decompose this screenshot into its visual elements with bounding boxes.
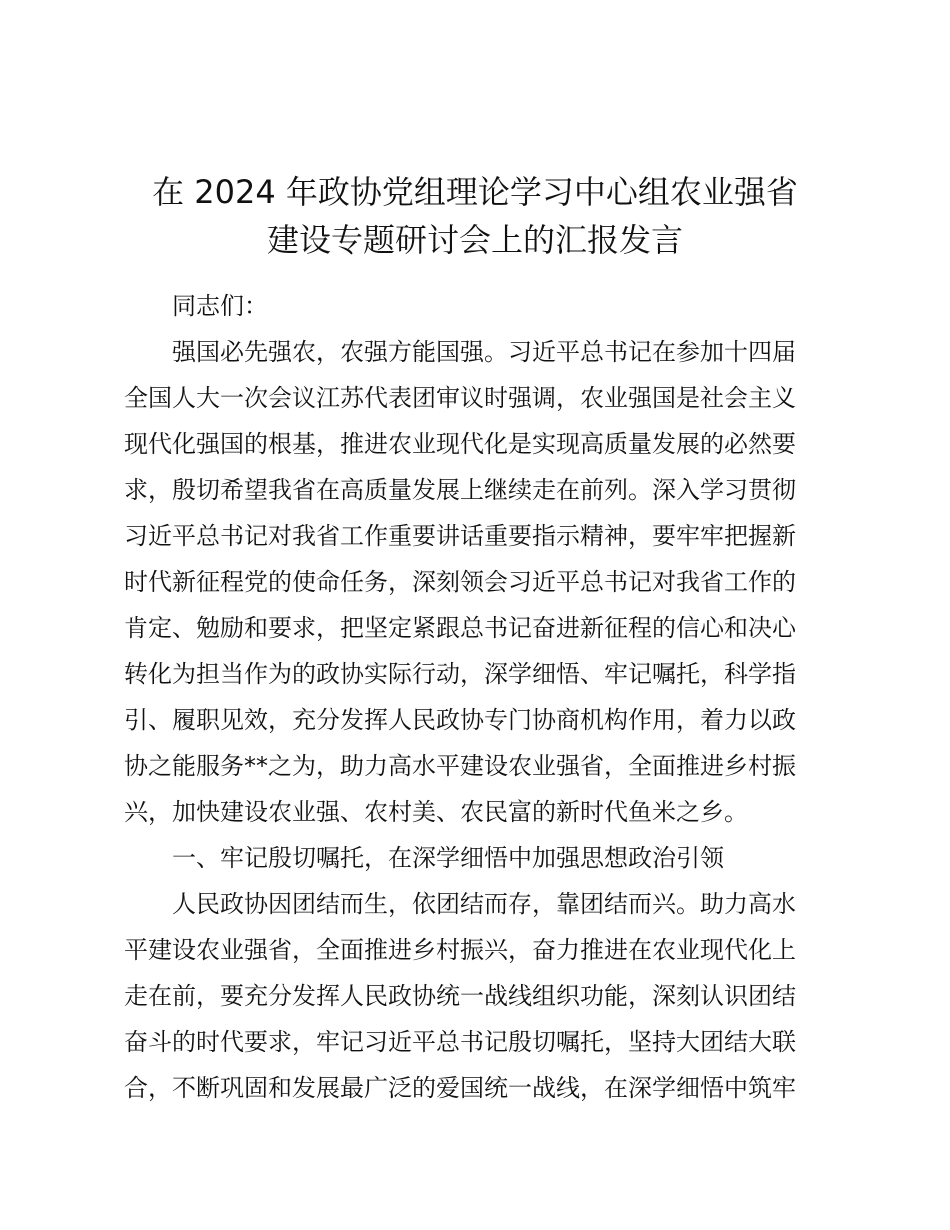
paragraph-line: 肯定、勉励和要求，把坚定紧跟总书记奋进新征程的信心和决心 xyxy=(124,614,796,642)
paragraph-line: 时代新征程党的使命任务，深刻领会习近平总书记对我省工作的 xyxy=(124,568,796,596)
paragraph-line: 引、履职见效，充分发挥人民政协专门协商机构作用，着力以政 xyxy=(124,706,796,734)
document-title xyxy=(120,168,830,264)
paragraph-line: 强国必先强农，农强方能国强。习近平总书记在参加十四届 xyxy=(172,338,796,366)
paragraph-line: 协之能服务**之为，助力高水平建设农业强省，全面推进乡村振 xyxy=(124,752,796,780)
title-line-1: 在 2024 年政协党组理论学习中心组农业强省 xyxy=(152,173,798,211)
salutation: 同志们： xyxy=(172,292,268,320)
paragraph-line: 求，殷切希望我省在高质量发展上继续走在前列。深入学习贯彻 xyxy=(124,476,796,504)
paragraph-line: 习近平总书记对我省工作重要讲话重要指示精神，要牢牢把握新 xyxy=(124,522,796,550)
paragraph-line: 走在前，要充分发挥人民政协统一战线组织功能，深刻认识团结 xyxy=(124,982,796,1010)
document-body xyxy=(124,283,828,1111)
paragraph-line: 人民政协因团结而生，依团结而存，靠团结而兴。助力高水 xyxy=(172,890,796,918)
paragraph-line: 现代化强国的根基，推进农业现代化是实现高质量发展的必然要 xyxy=(124,430,796,458)
section-heading: 一、牢记殷切嘱托，在深学细悟中加强思想政治引领 xyxy=(172,844,724,872)
paragraph-line: 合，不断巩固和发展最广泛的爱国统一战线，在深学细悟中筑牢 xyxy=(124,1074,796,1102)
paragraph-section-1 xyxy=(124,881,828,1111)
title-line-2: 建设专题研讨会上的汇报发言 xyxy=(266,221,683,259)
paragraph-line: 兴，加快建设农业强、农村美、农民富的新时代鱼米之乡。 xyxy=(124,798,748,826)
paragraph-line: 全国人大一次会议江苏代表团审议时强调，农业强国是社会主义 xyxy=(124,384,796,412)
paragraph-intro xyxy=(124,329,828,835)
paragraph-line: 转化为担当作为的政协实际行动，深学细悟、牢记嘱托，科学指 xyxy=(124,660,796,688)
paragraph-line: 平建设农业强省，全面推进乡村振兴，奋力推进在农业现代化上 xyxy=(124,936,796,964)
paragraph-line: 奋斗的时代要求，牢记习近平总书记殷切嘱托，坚持大团结大联 xyxy=(124,1028,796,1056)
